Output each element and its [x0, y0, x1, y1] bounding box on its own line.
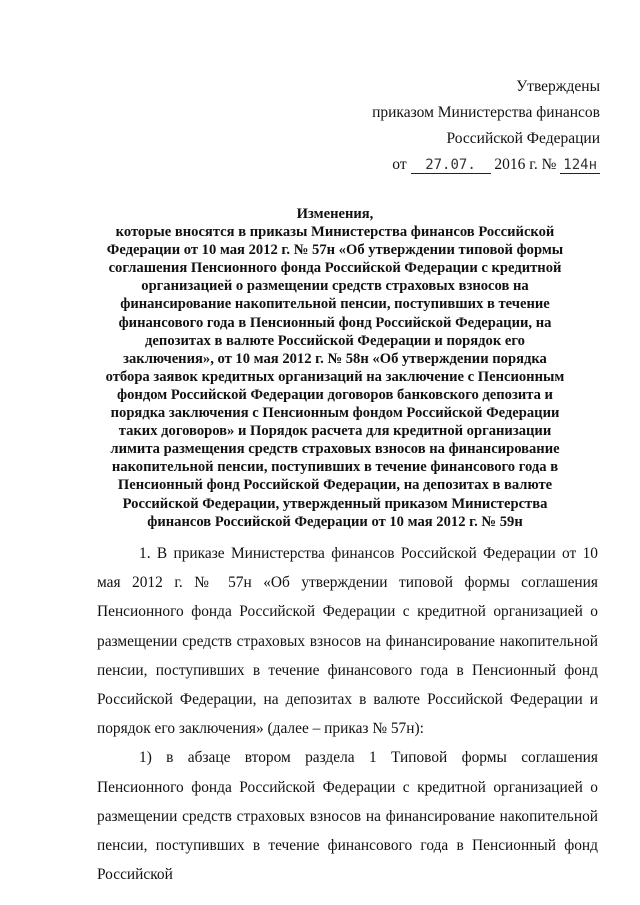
approval-line-approved: Утверждены: [516, 78, 600, 95]
handwritten-date: 27.07.: [411, 157, 491, 174]
paragraph-2: 1) в абзаце втором раздела 1 Типовой формы соглашения Пенсионного фонда Российской Федерации с кредитной организацией о размещении средств страховых взносов на финансирование накопительной пенсии, поступивших в течение финансового года в Пенсионный фонд Российской: [97, 749, 598, 884]
approval-stamp: [372, 74, 600, 178]
approval-date-line: [372, 152, 600, 178]
date-prefix: от: [392, 156, 407, 173]
document-body: [97, 539, 598, 889]
handwritten-order-number: 124н: [560, 157, 600, 174]
title-text: которые вносятся в приказы Министерства финансов Российской Федерации от 10 мая 2012 г. № 57н «Об утверждении типовой формы соглашения Пенсионного фонда Российской Федерации с кредитной организацией о размещении средств страховых взносов на финансирование накопительной пенсии, поступивших в течение финансового года в Пенсионный фонд Российской Федерации, на депозитах в валюте Российской Федерации и порядок его заключения», от 10 мая 2012 г. № 58н «Об утверждении порядка отбора заявок кредитных организаций на заключение с Пенсионным фондом Российской Федерации договоров банковского депозита и порядка заключения с Пенсионным фондом Российской Федерации таких договоров» и Порядок расчета для кредитной организации лимита размещения средств страховых взносов на финансирование накопительной пенсии, поступивших в течение финансового года в Пенсионный фонд Российской Федерации, на депозитах в валюте Российской Федерации, утвержденный приказом Министерства финансов Российской Федерации от 10 мая 2012 г. № 59н: [105, 224, 565, 530]
approval-line-order: приказом Министерства финансов: [372, 104, 600, 121]
approval-line-ministry: Российской Федерации: [446, 130, 600, 147]
year-and-number-label: 2016 г. №: [494, 156, 557, 173]
paragraph-1: 1. В приказе Министерства финансов Российской Федерации от 10 мая 2012 г. № 57н «Об утверждении типовой формы соглашения Пенсионного фонда Российской Федерации с кредитной организацией о размещении средств страховых взносов на финансирование накопительной пенсии, поступивших в течение финансового года в Пенсионный фонд Российской Федерации, на депозитах в валюте Российской Федерации и порядок его заключения» (далее – приказ № 57н):: [97, 545, 598, 738]
title-heading: Изменения,: [296, 206, 374, 222]
document-title: [100, 205, 570, 531]
